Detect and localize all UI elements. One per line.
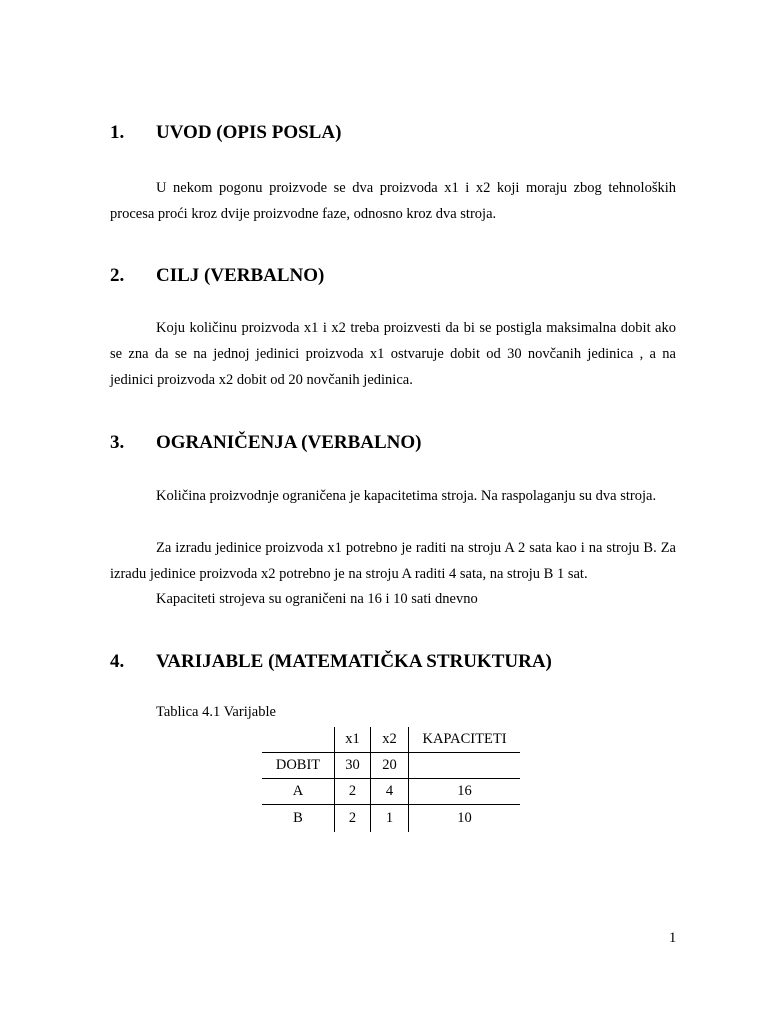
section-number: 4. [110, 651, 125, 672]
table-cell: 1 [371, 805, 409, 833]
ogranicenja-paragraph-1 [110, 483, 676, 509]
section-title: UVOD (OPIS POSLA) [156, 122, 342, 143]
section-heading-varijable [110, 651, 552, 673]
cilj-text: Koju količinu proizvoda x1 i x2 treba proizvesti da bi se postigla maksimalna dobit ako se zna da se na jednoj jedinici proizvoda x1 ostvaruje dobit od 30 novčanih jedinica , a na jedinici proizvoda x2 dobit od 20 novčanih jedinica. [110, 320, 676, 388]
table-cell: B [293, 810, 303, 826]
section-title: VARIJABLE (MATEMATIČKA STRUKTURA) [156, 651, 552, 672]
page-number: 1 [669, 930, 677, 946]
table-cell: 30 [335, 753, 371, 779]
table-cell: 20 [371, 753, 409, 779]
table-cell: 2 [335, 779, 371, 805]
ogranicenja-text-2: Za izradu jedinice proizvoda x1 potrebno je raditi na stroju A 2 sata kao i na stroju B. Za izradu jedinice proizvoda x2 potrebno je na stroju A raditi 4 sata, na stroju B 1 sat. [110, 540, 676, 582]
table-cell: 10 [409, 805, 521, 833]
section-heading-uvod [110, 122, 341, 144]
table-cell: 2 [335, 805, 371, 833]
section-number: 2. [110, 265, 125, 286]
table-row [262, 779, 520, 805]
section-heading-cilj [110, 265, 324, 287]
table-cell: KAPACITETI [409, 727, 521, 753]
table-cell: A [262, 779, 335, 805]
variables-table [262, 727, 520, 832]
uvod-paragraph [110, 175, 676, 227]
table-caption: Tablica 4.1 Varijable [156, 704, 276, 720]
table-cell [409, 753, 521, 779]
section-number: 3. [110, 432, 125, 453]
ogranicenja-paragraph-2 [110, 535, 676, 587]
table-header-row [262, 727, 520, 753]
uvod-text: U nekom pogonu proizvode se dva proizvoda x1 i x2 koji moraju zbog tehnoloških procesa proći kroz dvije proizvodne faze, odnosno kroz dva stroja. [110, 180, 676, 222]
ogranicenja-text-3: Kapaciteti strojeva su ograničeni na 16 i 10 sati dnevno [156, 591, 478, 607]
section-title: OGRANIČENJA (VERBALNO) [156, 432, 422, 453]
section-title: CILJ (VERBALNO) [156, 265, 325, 286]
ogranicenja-text-1: Količina proizvodnje ograničena je kapacitetima stroja. Na raspolaganju su dva stroja. [156, 488, 657, 504]
table-row [262, 805, 520, 833]
cilj-paragraph [110, 315, 676, 393]
table-row [262, 753, 520, 779]
table-cell: x2 [371, 727, 409, 753]
ogranicenja-paragraph-3 [110, 586, 676, 612]
section-heading-ogranicenja [110, 432, 422, 454]
table-cell [262, 727, 335, 753]
table-cell: x1 [335, 727, 371, 753]
section-number: 1. [110, 122, 125, 143]
table-cell: 16 [409, 779, 521, 805]
table-cell: DOBIT [262, 753, 335, 779]
table-cell: 4 [371, 779, 409, 805]
